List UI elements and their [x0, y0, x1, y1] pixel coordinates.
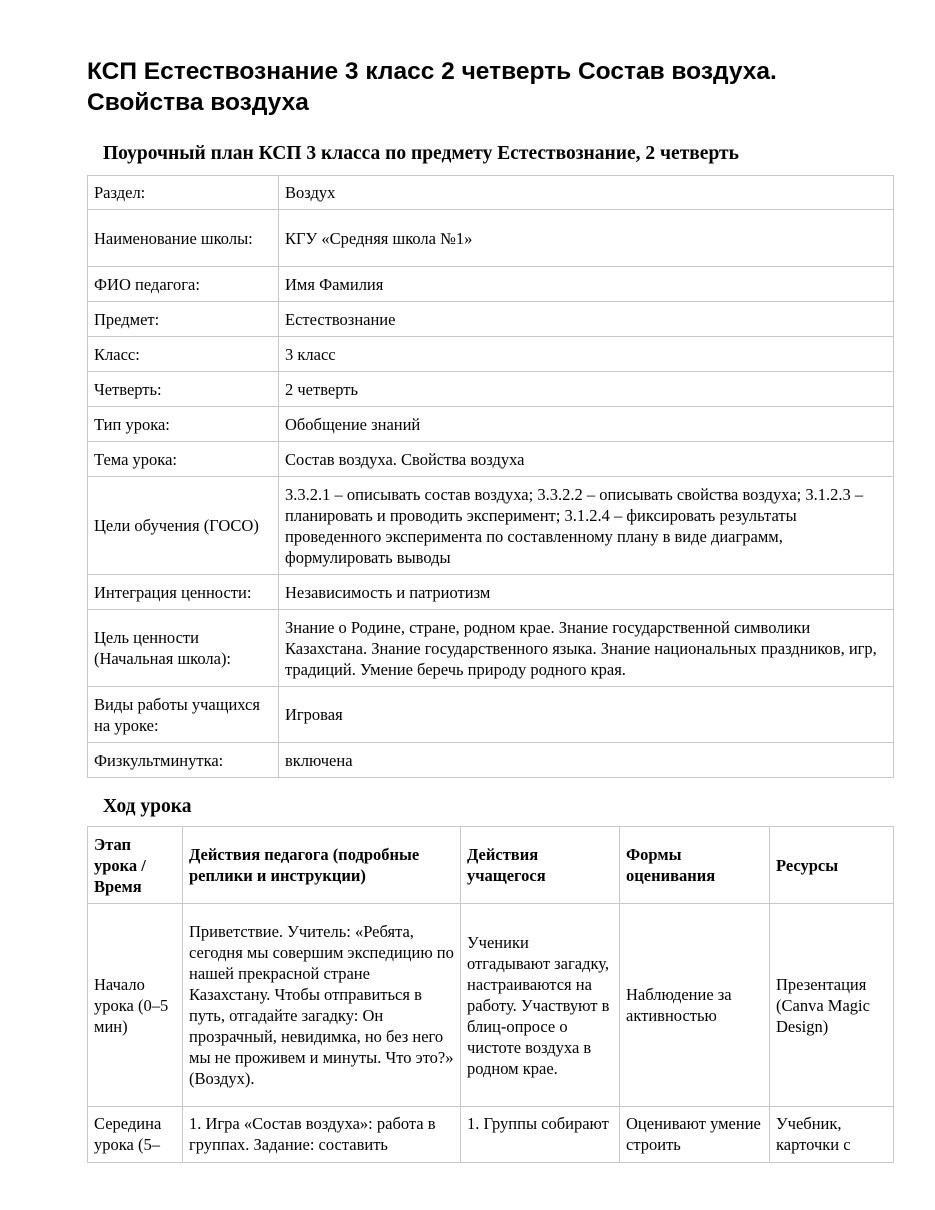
stage-cell: Середина урока (5–	[88, 1107, 183, 1163]
info-label: Цель ценности (Начальная школа):	[88, 610, 279, 687]
column-header-assessment: Формы оценивания	[620, 827, 770, 904]
info-value: Имя Фамилия	[279, 267, 894, 302]
info-value: Воздух	[279, 176, 894, 210]
info-label: Раздел:	[88, 176, 279, 210]
info-label: Физкультминутка:	[88, 743, 279, 778]
table-row	[88, 904, 894, 1107]
info-row-value-integration	[88, 575, 894, 610]
student-actions-cell: Ученики отгадывают загадку, настраиваются на работу. Участвуют в блиц-опросе о чистоте воздуха в родном крае.	[461, 904, 620, 1107]
resources-cell: Учебник, карточки с	[770, 1107, 894, 1163]
info-value: 2 четверть	[279, 372, 894, 407]
column-header-teacher-actions: Действия педагога (подробные реплики и инструкции)	[183, 827, 461, 904]
course-heading: Ход урока	[103, 796, 192, 817]
stage-cell: Начало урока (0–5 мин)	[88, 904, 183, 1107]
info-value: Естествознание	[279, 302, 894, 337]
info-row-exercise-break	[88, 743, 894, 778]
info-row-grade	[88, 337, 894, 372]
info-value: Состав воздуха. Свойства воздуха	[279, 442, 894, 477]
info-value: Независимость и патриотизм	[279, 575, 894, 610]
document-page	[87, 56, 893, 1163]
info-value: Знание о Родине, стране, родном крае. Знание государственной символики Казахстана. Знание государственного языка. Знание национальных праздников, игр, традиций. Умение беречь природу родного края.	[279, 610, 894, 687]
teacher-actions-cell: Приветствие. Учитель: «Ребята, сегодня мы совершим экспедицию по нашей прекрасной стране Казахстану. Чтобы отправиться в путь, отгадайте загадку: Он прозрачный, невидимка, но без него мы не проживем и минуты. Что это?» (Воздух).	[183, 904, 461, 1107]
column-header-resources: Ресурсы	[770, 827, 894, 904]
info-label: Тип урока:	[88, 407, 279, 442]
info-label: Цели обучения (ГОСО)	[88, 477, 279, 575]
info-label: Предмет:	[88, 302, 279, 337]
assessment-cell: Наблюдение за активностью	[620, 904, 770, 1107]
lesson-info-table	[87, 175, 894, 778]
info-value: 3.3.2.1 – описывать состав воздуха; 3.3.2.2 – описывать свойства воздуха; 3.1.2.3 – планировать и проводить эксперимент; 3.1.2.4 – фиксировать результаты проведенного эксперимента по составленному плану в виде диаграмм, формулировать выводы	[279, 477, 894, 575]
teacher-actions-cell: 1. Игра «Состав воздуха»: работа в группах. Задание: составить	[183, 1107, 461, 1163]
page-title: КСП Естествознание 3 класс 2 четверть Состав воздуха. Свойства воздуха	[87, 58, 777, 116]
info-row-section	[88, 176, 894, 210]
info-label: Тема урока:	[88, 442, 279, 477]
course-header-row	[88, 827, 894, 904]
info-row-work-types	[88, 687, 894, 743]
info-value: включена	[279, 743, 894, 778]
info-value: Обобщение знаний	[279, 407, 894, 442]
info-label: Класс:	[88, 337, 279, 372]
info-label: Виды работы учащихся на уроке:	[88, 687, 279, 743]
column-header-student-actions: Действия учащегося	[461, 827, 620, 904]
info-label: Наименование школы:	[88, 210, 279, 267]
student-actions-cell: 1. Группы собирают	[461, 1107, 620, 1163]
info-label: Четверть:	[88, 372, 279, 407]
info-row-lesson-type	[88, 407, 894, 442]
lesson-course-table	[87, 826, 894, 1163]
info-row-value-goal	[88, 610, 894, 687]
info-row-subject	[88, 302, 894, 337]
info-row-learning-goals	[88, 477, 894, 575]
info-value: КГУ «Средняя школа №1»	[279, 210, 894, 267]
table-row	[88, 1107, 894, 1163]
info-label: Интеграция ценности:	[88, 575, 279, 610]
info-label: ФИО педагога:	[88, 267, 279, 302]
assessment-cell: Оценивают умение строить	[620, 1107, 770, 1163]
info-row-topic	[88, 442, 894, 477]
info-row-teacher	[88, 267, 894, 302]
info-value: 3 класс	[279, 337, 894, 372]
plan-heading: Поурочный план КСП 3 класса по предмету Естествознание, 2 четверть	[103, 143, 739, 164]
column-header-stage: Этап урока / Время	[88, 827, 183, 904]
info-value: Игровая	[279, 687, 894, 743]
resources-cell: Презентация (Canva Magic Design)	[770, 904, 894, 1107]
info-row-quarter	[88, 372, 894, 407]
info-row-school	[88, 210, 894, 267]
